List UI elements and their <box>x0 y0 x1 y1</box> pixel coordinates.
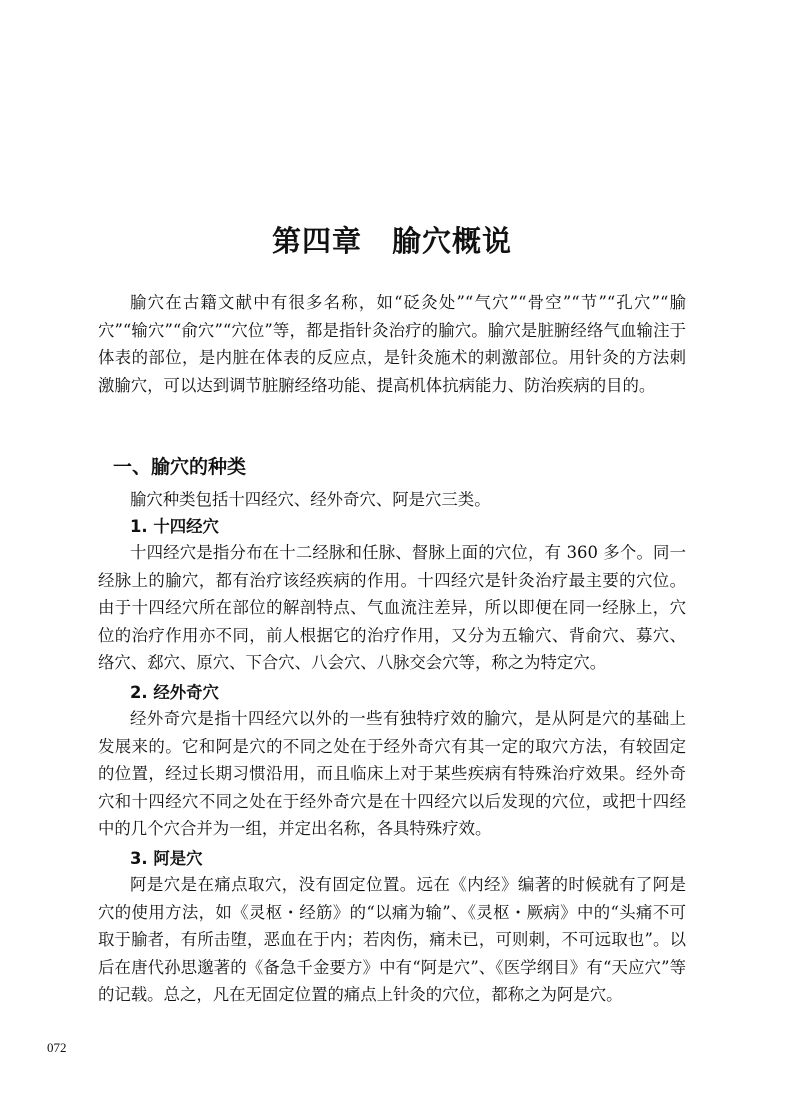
subsection-paragraph-2: 经外奇穴是指十四经穴以外的一些有独特疗效的腧穴，是从阿是穴的基础上发展来的。它和阿是穴的不同之处在于经外奇穴有其一定的取穴方法，有较固定的位置，经过长期习惯沿用，而且临床上对于某些疾病有特殊治疗效果。经外奇穴和十四经穴不同之处在于经外奇穴是在十四经穴以后发现的穴位，或把十四经中的几个穴合并为一组，并定出名称，各具特殊疗效。 <box>98 709 686 839</box>
page-number: 072 <box>47 1040 67 1055</box>
subsection-heading-2: 2. 经外奇穴 <box>130 683 219 702</box>
chapter-title: 第四章 腧穴概说 <box>271 224 512 259</box>
subsection-heading-3: 3. 阿是穴 <box>130 849 203 868</box>
subsection-heading-1: 1. 十四经穴 <box>130 517 219 536</box>
intro-paragraph: 腧穴在古籍文献中有很多名称，如“砭灸处”“气穴”“骨空”“节”“孔穴”“腧穴”“输穴”“俞穴”“穴位”等，都是指针灸治疗的腧穴。腧穴是脏腑经络气血输注于体表的部位，是内脏在体表的反应点，是针灸施术的刺激部位。用针灸的方法刺激腧穴，可以达到调节脏腑经络功能、提高机体抗病能力、防治疾病的目的。 <box>98 293 686 395</box>
section-heading: 一、腧穴的种类 <box>113 456 247 478</box>
subsection-paragraph-1: 十四经穴是指分布在十二经脉和任脉、督脉上面的穴位，有 360 多个。同一经脉上的腧穴，都有治疗该经疾病的作用。十四经穴是针灸治疗最主要的穴位。由于十四经穴所在部位的解剖特点、气血流注差异，所以即便在同一经脉上，穴位的治疗作用亦不同，前人根据它的治疗作用，又分为五输穴、背俞穴、募穴、络穴、郄穴、原穴、下合穴、八会穴、八脉交会穴等，称之为特定穴。 <box>98 543 686 673</box>
section-lead: 腧穴种类包括十四经穴、经外奇穴、阿是穴三类。 <box>130 490 491 509</box>
subsection-paragraph-3: 阿是穴是在痛点取穴，没有固定位置。远在《内经》编著的时候就有了阿是穴的使用方法，如《灵枢・经筋》的“以痛为输”、《灵枢・厥病》中的“头痛不可取于腧者，有所击堕，恶血在于内；若肉伤，痛未已，可则刺，不可远取也”。以后在唐代孙思邈著的《备急千金要方》中有“阿是穴”、《医学纲目》有“天应穴”等的记载。总之，凡在无固定位置的痛点上针灸的穴位，都称之为阿是穴。 <box>98 875 686 1005</box>
